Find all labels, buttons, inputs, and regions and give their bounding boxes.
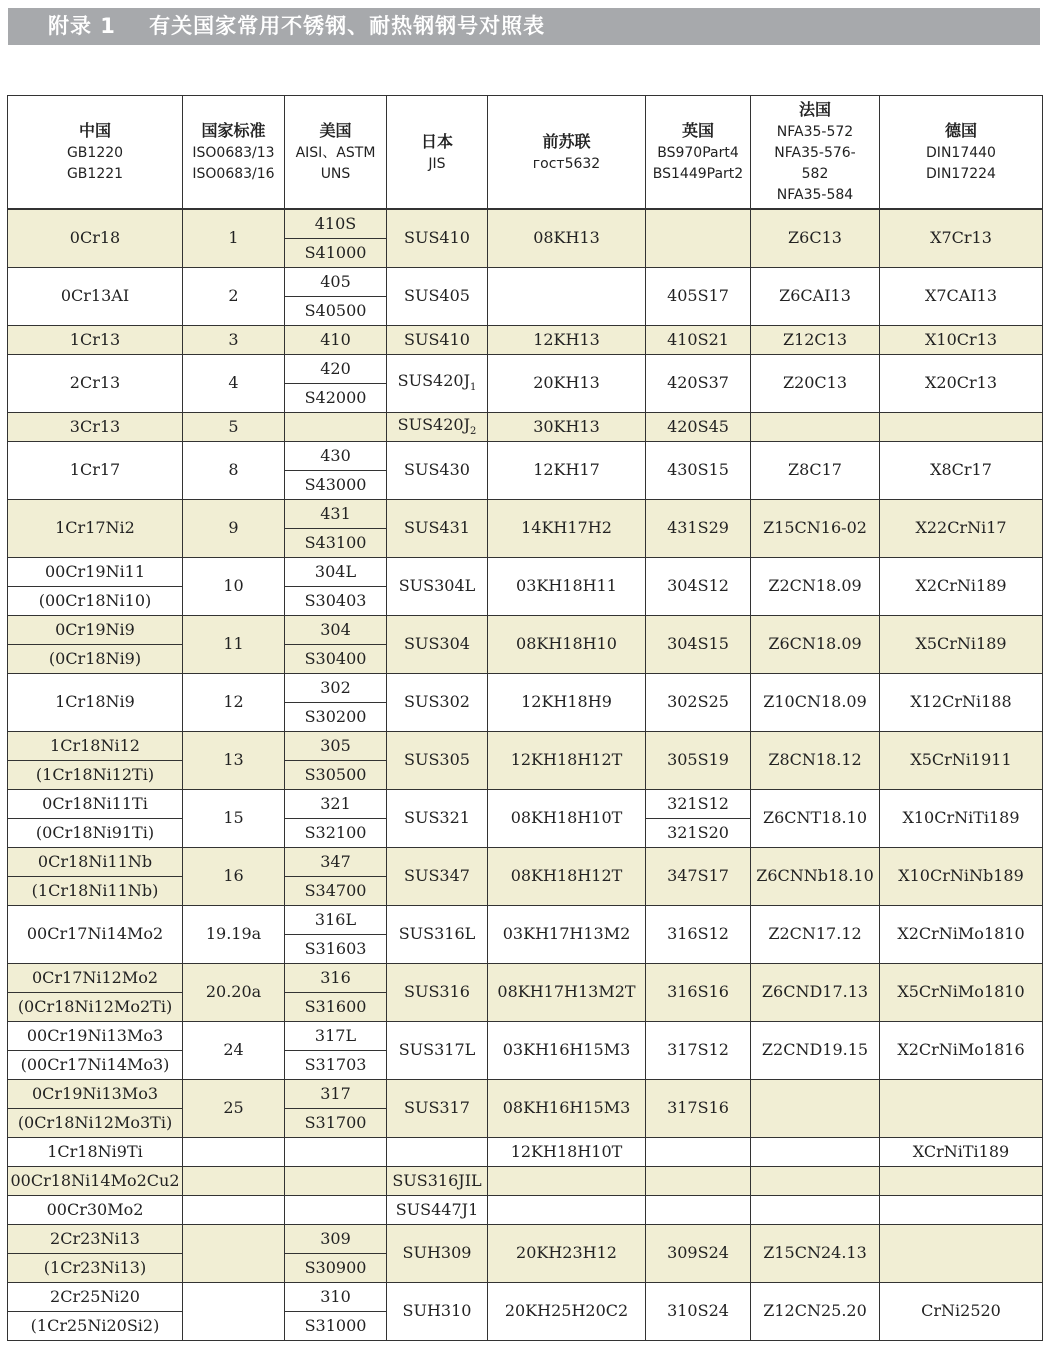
cell-china: (1Cr25Ni20Si2) [8, 1311, 183, 1340]
header-line: NFA35-572 [776, 124, 854, 140]
cell-japan [387, 441, 488, 499]
steel-grade-table [7, 95, 1043, 1341]
cell-china: (00Cr18Ni10) [8, 586, 183, 615]
cell-ussr: 03KH16H15M3 [488, 1021, 646, 1079]
cell-uk: 304S15 [646, 615, 751, 673]
cell-japan [387, 499, 488, 557]
cell-china: 0Cr19Ni9 [8, 615, 183, 644]
cell-uk: 317S12 [646, 1021, 751, 1079]
header-line: ISO0683/16 [192, 166, 275, 182]
cell-uk: 321S20 [646, 818, 751, 847]
cell-japan-code: SUS430 [404, 460, 470, 480]
cell-uk: 305S19 [646, 731, 751, 789]
cell-china: 1Cr17Ni2 [8, 499, 183, 557]
header-line: DIN17440 [926, 145, 996, 161]
cell-germany: X10CrNiTi189 [880, 789, 1043, 847]
cell-germany [880, 1079, 1043, 1137]
table-row [8, 557, 1043, 586]
cell-japan [387, 673, 488, 731]
cell-japan [387, 905, 488, 963]
cell-uk: 347S17 [646, 847, 751, 905]
cell-usa: 431 [285, 499, 387, 528]
header-line: 582 [801, 166, 829, 182]
header-line: 前苏联 [542, 131, 591, 151]
cell-uk: 431S29 [646, 499, 751, 557]
cell-japan-code: SUS431 [404, 518, 470, 538]
header-line: JIS [428, 155, 446, 172]
cell-usa: 310 [285, 1282, 387, 1311]
cell-japan-code: SUS304 [404, 634, 470, 654]
cell-france [751, 1079, 880, 1137]
cell-france: Z12C13 [751, 325, 880, 354]
header-usa [285, 96, 387, 210]
cell-uk: 304S12 [646, 557, 751, 615]
cell-ussr: 20KH13 [488, 354, 646, 412]
cell-ussr: 12KH18H9 [488, 673, 646, 731]
header-line: BS970Part4 [657, 145, 739, 161]
cell-ussr: 08KH13 [488, 209, 646, 267]
cell-uk: 316S16 [646, 963, 751, 1021]
cell-japan-code: SUS317 [404, 1098, 470, 1118]
cell-usa: S30500 [285, 760, 387, 789]
cell-usa: 304 [285, 615, 387, 644]
cell-germany [880, 1166, 1043, 1195]
cell-iso: 8 [183, 441, 285, 499]
table-row [8, 354, 1043, 383]
header-uk [646, 96, 751, 210]
cell-china: 0Cr18 [8, 209, 183, 267]
cell-usa: S31603 [285, 934, 387, 963]
cell-germany: X5CrNiMo1810 [880, 963, 1043, 1021]
cell-usa: S30403 [285, 586, 387, 615]
cell-china: (0Cr18Ni9) [8, 644, 183, 673]
cell-germany [880, 1195, 1043, 1224]
cell-ussr [488, 267, 646, 325]
table-row [8, 1282, 1043, 1311]
table-row [8, 412, 1043, 441]
header-line: 中国 [78, 121, 111, 140]
header-line: гост5632 [532, 155, 601, 172]
cell-iso: 15 [183, 789, 285, 847]
cell-iso: 19.19a [183, 905, 285, 963]
cell-usa [285, 1137, 387, 1166]
cell-usa: 410S [285, 209, 387, 238]
cell-japan-code: SUS316JIL [392, 1170, 482, 1190]
cell-iso [183, 1166, 285, 1195]
cell-france [751, 1195, 880, 1224]
table-header-row [8, 96, 1043, 210]
cell-ussr: 14KH17H2 [488, 499, 646, 557]
cell-iso: 1 [183, 209, 285, 267]
cell-japan [387, 1282, 488, 1340]
header-line: 英国 [681, 121, 714, 140]
cell-uk: 405S17 [646, 267, 751, 325]
header-line: 德国 [944, 121, 977, 140]
cell-uk [646, 209, 751, 267]
cell-usa: S30900 [285, 1253, 387, 1282]
cell-usa: 317 [285, 1079, 387, 1108]
cell-china: (0Cr18Ni12Mo3Ti) [8, 1108, 183, 1137]
cell-china: 0Cr13AI [8, 267, 183, 325]
cell-iso: 11 [183, 615, 285, 673]
header-line: NFA35-576- [774, 145, 856, 161]
cell-japan [387, 847, 488, 905]
header-line: GB1220 [66, 145, 124, 161]
cell-uk: 309S24 [646, 1224, 751, 1282]
header-line: ISO0683/13 [192, 145, 275, 161]
cell-china: 2Cr25Ni20 [8, 1282, 183, 1311]
cell-usa: S41000 [285, 238, 387, 267]
page-title: 附录 1 有关国家常用不锈钢、耐热钢钢号对照表 [8, 8, 1040, 45]
cell-china: (1Cr18Ni11Nb) [8, 876, 183, 905]
header-line: UNS [320, 166, 351, 182]
cell-japan-subscript: 2 [469, 426, 477, 438]
cell-iso: 9 [183, 499, 285, 557]
cell-germany: X2CrNi189 [880, 557, 1043, 615]
cell-ussr [488, 1195, 646, 1224]
cell-japan [387, 963, 488, 1021]
cell-usa: S32100 [285, 818, 387, 847]
cell-uk: 316S12 [646, 905, 751, 963]
header-line: 日本 [420, 131, 453, 151]
cell-usa: 304L [285, 557, 387, 586]
cell-germany: X8Cr17 [880, 441, 1043, 499]
cell-ussr: 20KH23H12 [488, 1224, 646, 1282]
cell-japan [387, 615, 488, 673]
cell-iso [183, 1137, 285, 1166]
cell-uk [646, 1195, 751, 1224]
table-row [8, 441, 1043, 470]
cell-usa: S42000 [285, 383, 387, 412]
cell-germany: X10Cr13 [880, 325, 1043, 354]
cell-germany: X5CrNi189 [880, 615, 1043, 673]
cell-iso: 3 [183, 325, 285, 354]
cell-iso [183, 1224, 285, 1282]
cell-china: 1Cr18Ni9Ti [8, 1137, 183, 1166]
header-iso [183, 96, 285, 210]
table-row [8, 789, 1043, 818]
cell-uk: 420S45 [646, 412, 751, 441]
cell-germany: CrNi2520 [880, 1282, 1043, 1340]
cell-iso: 16 [183, 847, 285, 905]
cell-iso: 24 [183, 1021, 285, 1079]
table-row [8, 1166, 1043, 1195]
cell-iso: 5 [183, 412, 285, 441]
cell-france: Z12CN25.20 [751, 1282, 880, 1340]
cell-uk: 410S21 [646, 325, 751, 354]
cell-usa: 302 [285, 673, 387, 702]
cell-uk [646, 1137, 751, 1166]
cell-usa: S43100 [285, 528, 387, 557]
header-germany [880, 96, 1043, 210]
cell-germany: X5CrNi1911 [880, 731, 1043, 789]
cell-usa: 316L [285, 905, 387, 934]
header-ussr [488, 96, 646, 210]
header-japan [387, 96, 488, 210]
table-row [8, 267, 1043, 296]
cell-ussr: 12KH13 [488, 325, 646, 354]
cell-france: Z2CN17.12 [751, 905, 880, 963]
cell-ussr: 30KH13 [488, 412, 646, 441]
cell-china: 00Cr19Ni13Mo3 [8, 1021, 183, 1050]
cell-japan-code: SUS420J [397, 371, 470, 391]
cell-china: 1Cr13 [8, 325, 183, 354]
cell-japan [387, 325, 488, 354]
cell-ussr: 03KH17H13M2 [488, 905, 646, 963]
cell-china: 1Cr18Ni12 [8, 731, 183, 760]
cell-usa: 316 [285, 963, 387, 992]
cell-uk [646, 1166, 751, 1195]
table-row [8, 615, 1043, 644]
table-row [8, 1224, 1043, 1253]
cell-france: Z6C13 [751, 209, 880, 267]
cell-japan [387, 267, 488, 325]
cell-ussr: 08KH17H13M2T [488, 963, 646, 1021]
cell-china: (1Cr23Ni13) [8, 1253, 183, 1282]
cell-usa: 347 [285, 847, 387, 876]
cell-germany: X7CAI13 [880, 267, 1043, 325]
cell-japan [387, 1224, 488, 1282]
cell-china: 0Cr18Ni11Nb [8, 847, 183, 876]
cell-usa: S43000 [285, 470, 387, 499]
cell-japan [387, 557, 488, 615]
cell-usa: S34700 [285, 876, 387, 905]
header-line: NFA35-584 [776, 187, 854, 203]
cell-ussr: 20KH25H20C2 [488, 1282, 646, 1340]
cell-germany: XCrNiTi189 [880, 1137, 1043, 1166]
table-row [8, 325, 1043, 354]
cell-iso [183, 1282, 285, 1340]
cell-uk: 310S24 [646, 1282, 751, 1340]
cell-japan-code: SUS317L [398, 1040, 476, 1060]
cell-japan [387, 731, 488, 789]
cell-france: Z8C17 [751, 441, 880, 499]
cell-japan [387, 412, 488, 441]
cell-ussr: 12KH18H10T [488, 1137, 646, 1166]
cell-japan-code: SUS405 [404, 286, 470, 306]
cell-japan-code: SUS316 [404, 982, 470, 1002]
cell-usa: 430 [285, 441, 387, 470]
cell-china: 00Cr17Ni14Mo2 [8, 905, 183, 963]
table-row [8, 847, 1043, 876]
cell-japan [387, 354, 488, 412]
cell-japan [387, 1021, 488, 1079]
cell-uk: 321S12 [646, 789, 751, 818]
cell-usa: 405 [285, 267, 387, 296]
cell-china: 0Cr19Ni13Mo3 [8, 1079, 183, 1108]
cell-japan-subscript: 1 [469, 382, 477, 394]
table-body [8, 209, 1043, 1340]
cell-uk: 420S37 [646, 354, 751, 412]
cell-usa [285, 1195, 387, 1224]
cell-usa: 309 [285, 1224, 387, 1253]
cell-japan-code: SUS316L [398, 924, 476, 944]
cell-uk: 430S15 [646, 441, 751, 499]
cell-japan [387, 789, 488, 847]
cell-japan [387, 1079, 488, 1137]
table-row [8, 731, 1043, 760]
cell-ussr: 12KH18H12T [488, 731, 646, 789]
cell-usa: 305 [285, 731, 387, 760]
cell-ussr [488, 1166, 646, 1195]
cell-japan [387, 1137, 488, 1166]
table-row [8, 1021, 1043, 1050]
header-line: DIN17224 [926, 166, 996, 182]
cell-germany: X20Cr13 [880, 354, 1043, 412]
cell-uk: 302S25 [646, 673, 751, 731]
cell-ussr: 08KH18H10 [488, 615, 646, 673]
cell-france [751, 412, 880, 441]
header-line: 美国 [319, 121, 352, 140]
cell-japan-code: SUS410 [404, 228, 470, 248]
cell-iso: 25 [183, 1079, 285, 1137]
cell-usa: 410 [285, 325, 387, 354]
header-line: 国家标准 [201, 121, 266, 140]
cell-usa: 317L [285, 1021, 387, 1050]
cell-germany: X22CrNi17 [880, 499, 1043, 557]
cell-japan-code: SUS447J1 [395, 1199, 479, 1219]
cell-usa: S30200 [285, 702, 387, 731]
cell-china: 3Cr13 [8, 412, 183, 441]
cell-china: 2Cr23Ni13 [8, 1224, 183, 1253]
cell-germany: X7Cr13 [880, 209, 1043, 267]
cell-china: (1Cr18Ni12Ti) [8, 760, 183, 789]
cell-japan [387, 1166, 488, 1195]
cell-japan-code: SUS305 [404, 750, 470, 770]
cell-china: 00Cr18Ni14Mo2Cu2 [8, 1166, 183, 1195]
cell-usa: 420 [285, 354, 387, 383]
cell-france: Z6CNNb18.10 [751, 847, 880, 905]
cell-china: (0Cr18Ni12Mo2Ti) [8, 992, 183, 1021]
cell-usa: 321 [285, 789, 387, 818]
cell-china: 2Cr13 [8, 354, 183, 412]
cell-china: 0Cr17Ni12Mo2 [8, 963, 183, 992]
table-row [8, 209, 1043, 238]
cell-iso [183, 1195, 285, 1224]
cell-france: Z6CND17.13 [751, 963, 880, 1021]
header-line: 法国 [798, 100, 831, 119]
cell-france: Z15CN16-02 [751, 499, 880, 557]
cell-japan-code: SUS347 [404, 866, 470, 886]
cell-usa [285, 1166, 387, 1195]
cell-china: 0Cr18Ni11Ti [8, 789, 183, 818]
table-row [8, 963, 1043, 992]
cell-usa: S31700 [285, 1108, 387, 1137]
cell-usa: S31000 [285, 1311, 387, 1340]
cell-iso: 12 [183, 673, 285, 731]
cell-china: 1Cr17 [8, 441, 183, 499]
cell-japan-code: SUS420J [397, 414, 470, 434]
cell-ussr: 08KH16H15M3 [488, 1079, 646, 1137]
cell-germany: X12CrNi188 [880, 673, 1043, 731]
cell-uk: 317S16 [646, 1079, 751, 1137]
cell-france: Z8CN18.12 [751, 731, 880, 789]
header-line: BS1449Part2 [652, 166, 744, 182]
cell-china: 1Cr18Ni9 [8, 673, 183, 731]
header-france [751, 96, 880, 210]
table-row [8, 499, 1043, 528]
cell-china: 00Cr19Ni11 [8, 557, 183, 586]
cell-france [751, 1137, 880, 1166]
cell-ussr: 03KH18H11 [488, 557, 646, 615]
cell-iso: 20.20a [183, 963, 285, 1021]
cell-france: Z6CAI13 [751, 267, 880, 325]
cell-japan-code: SUS321 [404, 808, 470, 828]
cell-france: Z15CN24.13 [751, 1224, 880, 1282]
cell-japan-code: SUS410 [404, 329, 470, 349]
header-china [8, 96, 183, 210]
cell-japan-code: SUH310 [402, 1301, 472, 1321]
cell-ussr: 08KH18H10T [488, 789, 646, 847]
cell-iso: 10 [183, 557, 285, 615]
cell-iso: 4 [183, 354, 285, 412]
cell-japan [387, 1195, 488, 1224]
cell-china: (00Cr17Ni14Mo3) [8, 1050, 183, 1079]
cell-japan-code: SUS304L [398, 576, 476, 596]
cell-usa [285, 412, 387, 441]
header-line: GB1221 [66, 166, 124, 182]
table-row [8, 1195, 1043, 1224]
cell-france: Z20C13 [751, 354, 880, 412]
cell-iso: 2 [183, 267, 285, 325]
cell-usa: S40500 [285, 296, 387, 325]
cell-france: Z6CNT18.10 [751, 789, 880, 847]
cell-iso: 13 [183, 731, 285, 789]
table-row [8, 905, 1043, 934]
cell-china: (0Cr18Ni91Ti) [8, 818, 183, 847]
cell-japan-code: SUS302 [404, 692, 470, 712]
table-row [8, 1079, 1043, 1108]
cell-france: Z2CND19.15 [751, 1021, 880, 1079]
cell-ussr: 12KH17 [488, 441, 646, 499]
cell-germany: X10CrNiNb189 [880, 847, 1043, 905]
header-line: AISI、ASTM [295, 145, 376, 161]
cell-usa: S31703 [285, 1050, 387, 1079]
cell-germany: X2CrNiMo1810 [880, 905, 1043, 963]
cell-germany: X2CrNiMo1816 [880, 1021, 1043, 1079]
cell-france [751, 1166, 880, 1195]
cell-usa: S31600 [285, 992, 387, 1021]
cell-france: Z2CN18.09 [751, 557, 880, 615]
table-row [8, 1137, 1043, 1166]
table-row [8, 673, 1043, 702]
cell-japan-code: SUH309 [402, 1243, 472, 1263]
cell-china: 00Cr30Mo2 [8, 1195, 183, 1224]
cell-japan [387, 209, 488, 267]
cell-germany [880, 1224, 1043, 1282]
cell-ussr: 08KH18H12T [488, 847, 646, 905]
cell-germany [880, 412, 1043, 441]
cell-france: Z6CN18.09 [751, 615, 880, 673]
cell-usa: S30400 [285, 644, 387, 673]
cell-france: Z10CN18.09 [751, 673, 880, 731]
